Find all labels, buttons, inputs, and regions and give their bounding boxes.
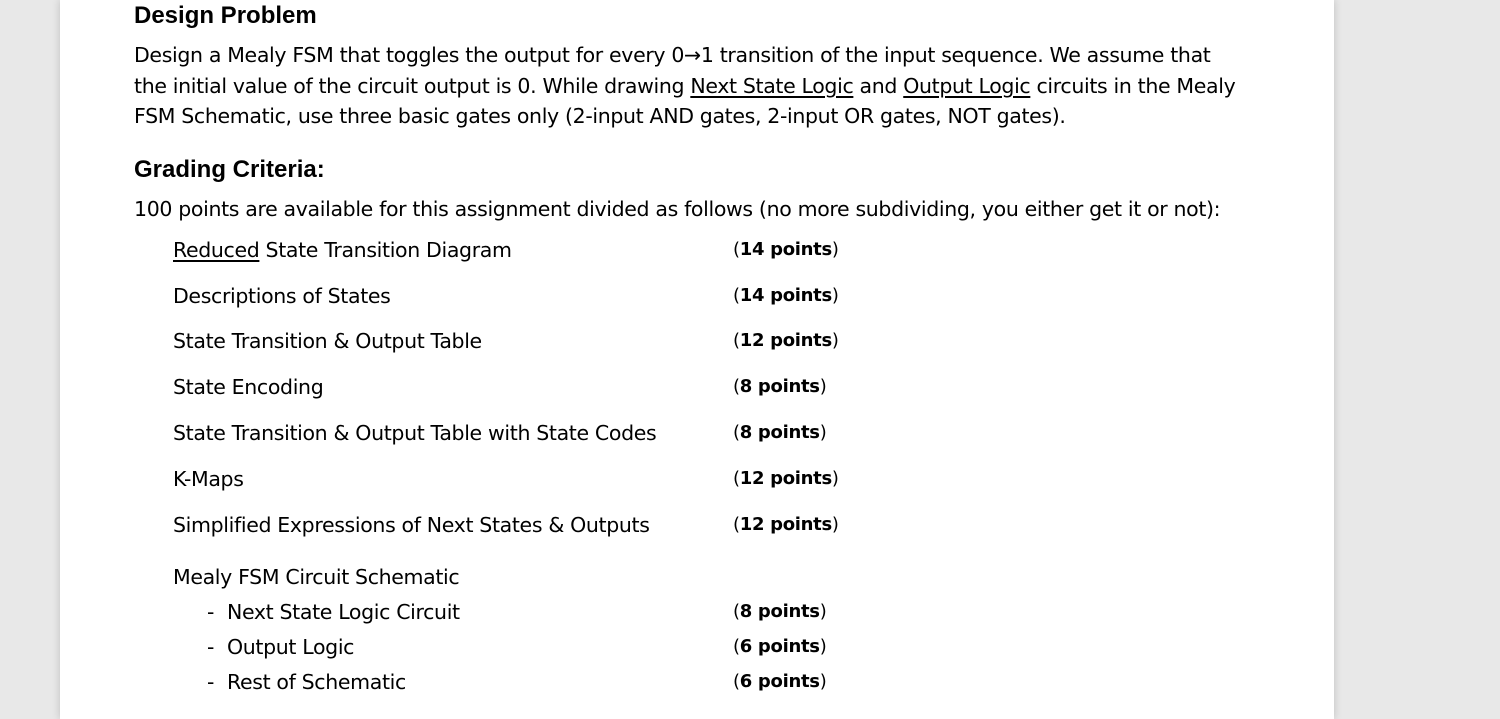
grading-item [173,281,1073,311]
grading-item [173,235,1073,265]
schematic-sub-item [173,632,1073,662]
sub-item-points: (8 points) [733,601,827,622]
line-2-text-c: circuits in the Mealy [1030,73,1236,98]
paragraph-line-2 [134,71,1264,102]
grading-item-points: (8 points) [733,422,827,443]
design-problem-heading: Design Problem [134,2,317,29]
document-page [60,0,1334,719]
grading-item [173,326,1073,356]
line-2-text-b: and [853,73,904,98]
grading-criteria-heading: Grading Criteria: [134,156,325,183]
sub-item-dash: - [207,670,215,694]
grading-item-label: Simplified Expressions of Next States & Outputs [173,513,650,537]
grading-item-points: (8 points) [733,376,827,397]
paragraph-line-3: FSM Schematic, use three basic gates only (2-input AND gates, 2-input OR gates, NOT gates). [134,104,1066,128]
sub-item-label: Rest of Schematic [227,670,406,694]
grading-item-points: (12 points) [733,468,839,489]
grading-item-label: State Encoding [173,375,324,399]
grading-item-points: (12 points) [733,514,839,535]
sub-item-points: (6 points) [733,671,827,692]
grading-item [173,464,1073,494]
design-problem-paragraph [134,40,1264,132]
sub-item-dash: - [207,635,215,659]
grading-intro: 100 points are available for this assignment divided as follows (no more subdividing, you either get it or not): [134,197,1221,221]
output-logic-underlined: Output Logic [903,73,1031,98]
paragraph-line-1: Design a Mealy FSM that toggles the output for every 0→1 transition of the input sequence. We assume that [134,43,1211,67]
schematic-sub-item [173,597,1073,627]
schematic-heading-row [173,562,1073,592]
schematic-sub-item [173,667,1073,697]
sub-item-dash: - [207,600,215,624]
grading-item-points: (12 points) [733,330,839,351]
schematic-label: Mealy FSM Circuit Schematic [173,565,460,589]
grading-item-label: K-Maps [173,467,244,491]
grading-item-label: State Transition & Output Table [173,329,482,353]
grading-item [173,372,1073,402]
grading-item [173,418,1073,448]
line-2-text-a: the initial value of the circuit output is 0. While drawing [134,73,691,98]
grading-item-label: Descriptions of States [173,284,391,308]
grading-item-points: (14 points) [733,285,839,306]
sub-item-points: (6 points) [733,636,827,657]
next-state-logic-underlined: Next State Logic [690,73,854,98]
sub-item-label: Next State Logic Circuit [227,600,460,624]
grading-item-points: (14 points) [733,239,839,260]
sub-item-label: Output Logic [227,635,355,659]
grading-item-label: State Transition & Output Table with State Codes [173,421,657,445]
grading-item [173,510,1073,540]
grading-item-label: Reduced State Transition Diagram [173,238,512,262]
